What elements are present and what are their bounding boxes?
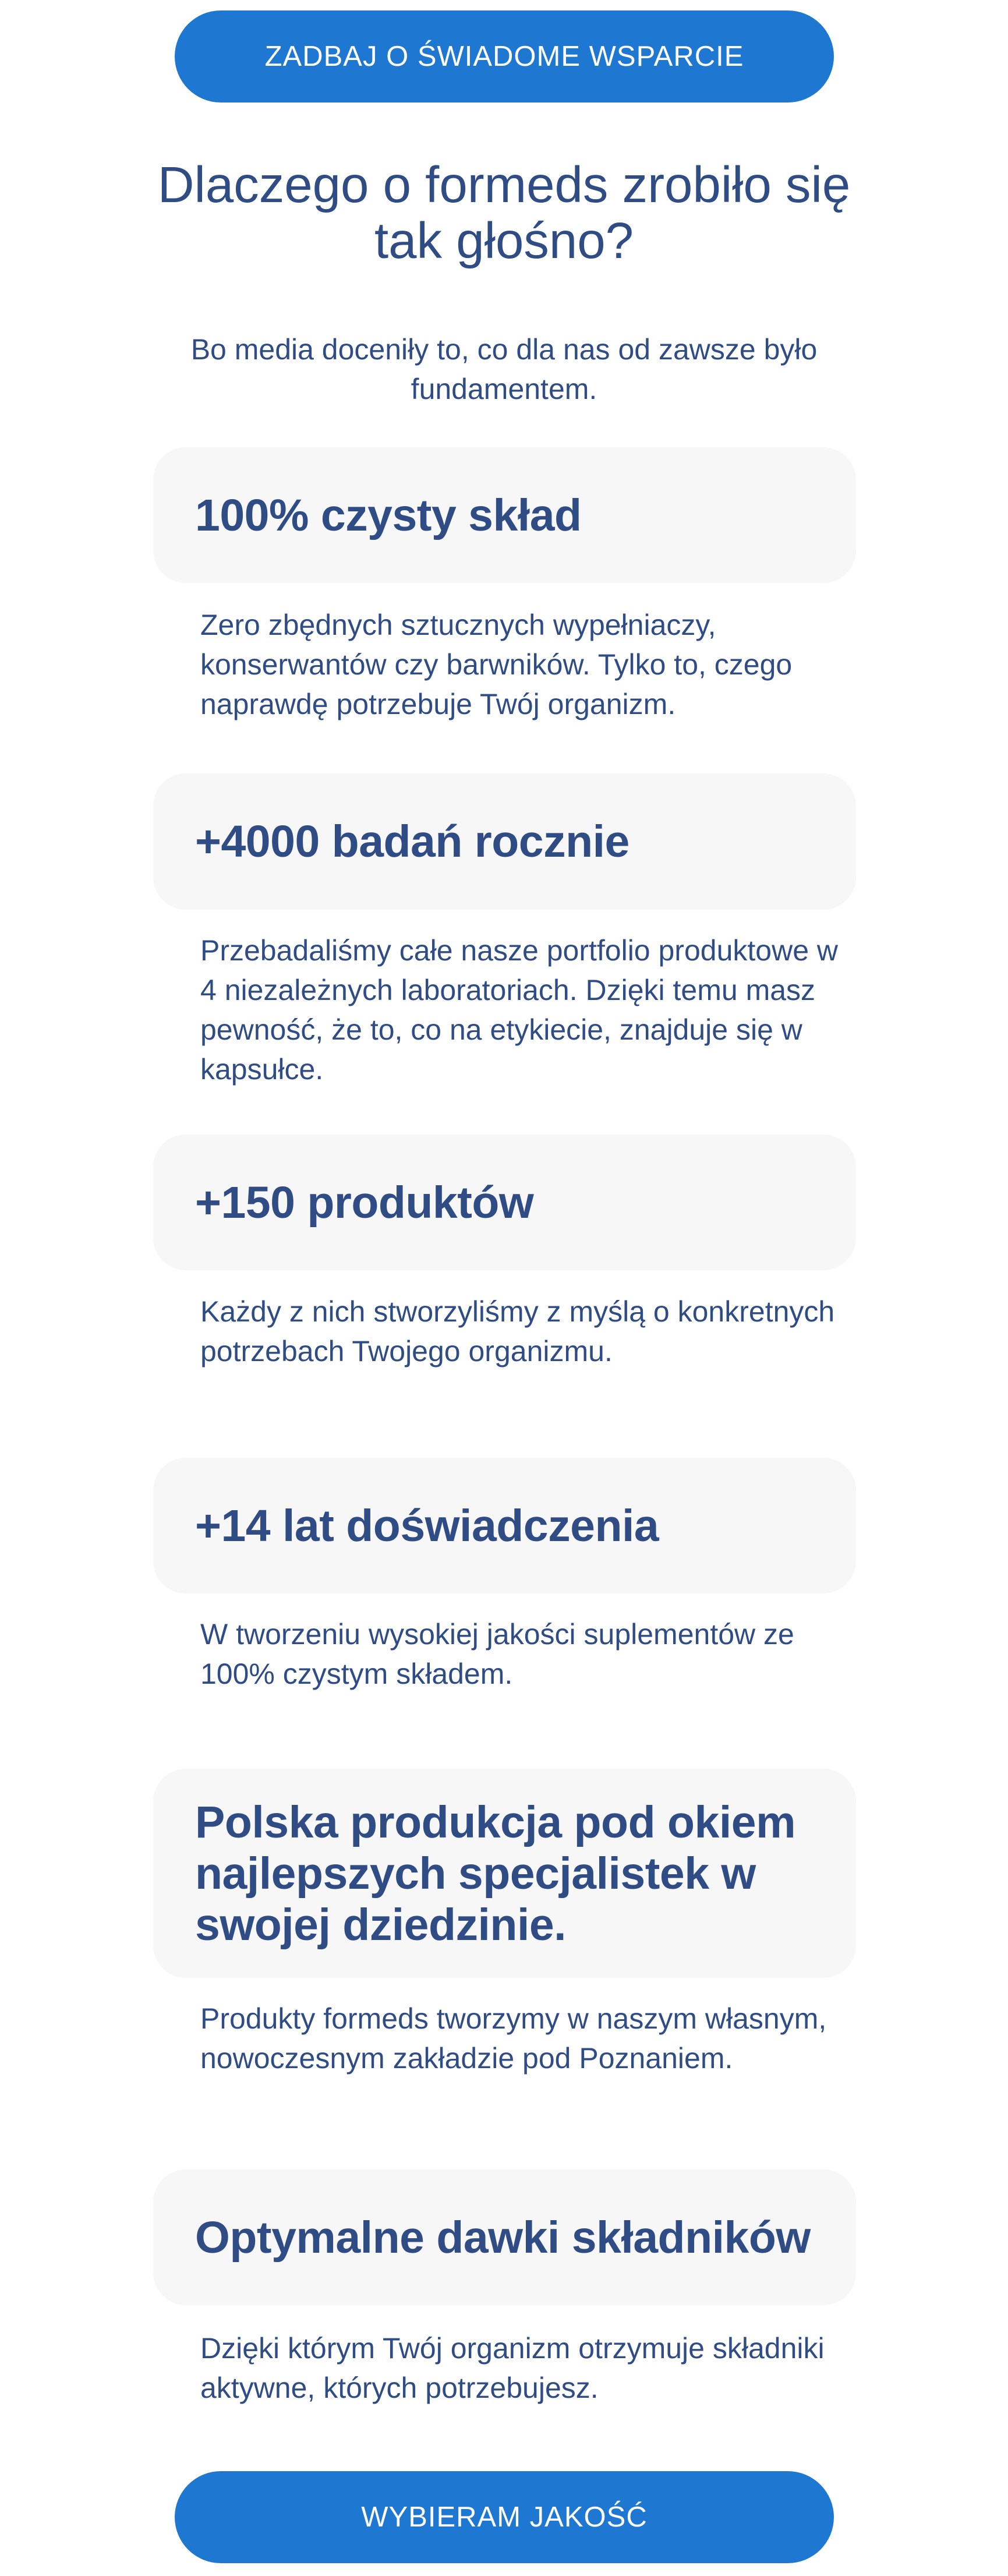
feature-title: Optymalne dawki składników [195,2212,811,2263]
feature-title: +4000 badań rocznie [195,817,629,867]
feature-description: Zero zbędnych sztucznych wypełniaczy, konserwantów czy barwników. Tylko to, czego naprawdę potrzebuje Twój organizm. [200,609,793,720]
feature-card-optimal-doses [153,2169,856,2305]
section-subheadline: Bo media doceniły to, co dla nas od zawsze było fundamentem. [190,333,818,405]
feature-card-products [153,1135,856,1270]
support-cta-button[interactable]: ZADBAJ O ŚWIADOME WSPARCIE [175,10,834,103]
feature-title: Polska produkcja pod okiem najlepszych specjalistek w swojej dziedzinie. [195,1797,796,1950]
feature-title: +14 lat doświadczenia [195,1500,659,1551]
feature-description: Dzięki którym Twój organizm otrzymuje składniki aktywne, których potrzebujesz. [200,2332,825,2404]
feature-description: Produkty formeds tworzymy w naszym własnym, nowoczesnym zakładzie pod Poznaniem. [200,2002,827,2075]
feature-card-lab-tests [153,773,856,910]
choose-quality-cta-button[interactable]: WYBIERAM JAKOŚĆ [175,2471,834,2563]
feature-card-clean-composition [153,447,856,583]
section-headline: Dlaczego o formeds zrobiło się tak głośno? [157,157,851,269]
feature-description: Każdy z nich stworzyliśmy z myślą o konkretnych potrzebach Twojego organizmu. [200,1295,835,1367]
feature-card-experience [153,1458,856,1593]
feature-title: 100% czysty skład [195,490,582,540]
feature-title: +150 produktów [195,1177,534,1228]
feature-card-polish-production [153,1769,856,1978]
feature-description: W tworzeniu wysokiej jakości suplementów ze 100% czystym składem. [200,1618,794,1690]
feature-description: Przebadaliśmy całe nasze portfolio produktowe w 4 niezależnych laboratoriach. Dzięki temu masz pewność, że to, co na etykiecie, znajduje się w kapsułce. [200,934,838,1086]
